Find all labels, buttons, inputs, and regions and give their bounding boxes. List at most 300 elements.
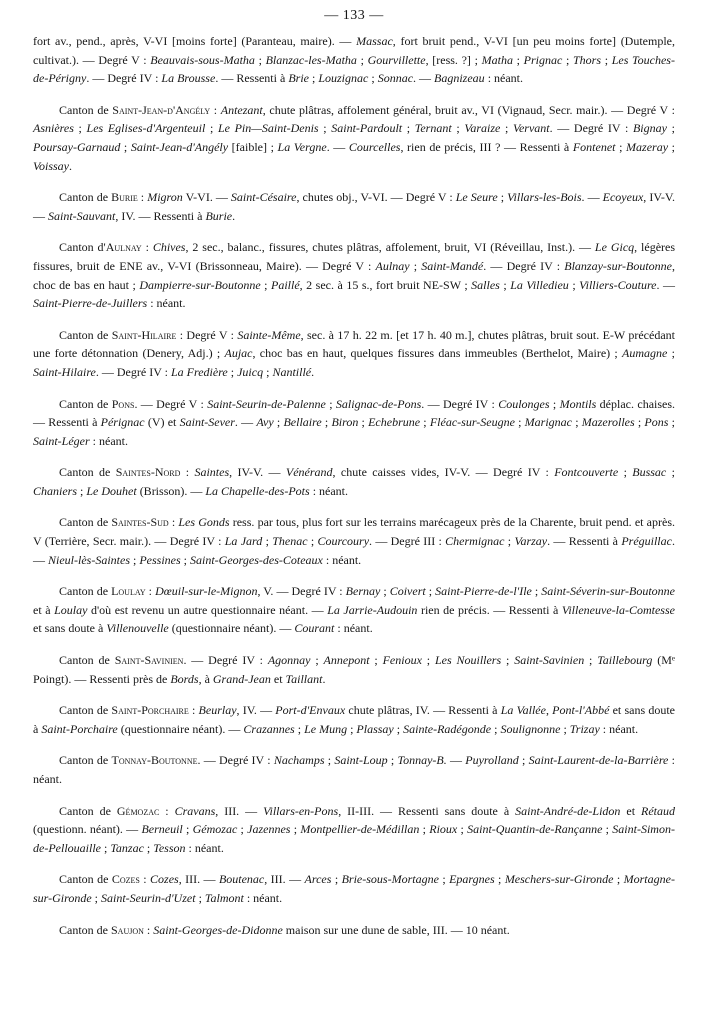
text-run: . — bbox=[656, 277, 676, 292]
canton-name: Pons bbox=[111, 396, 135, 411]
text-run: (Mᵉ Poingt). — Ressenti près de bbox=[33, 653, 675, 686]
text-run: ; bbox=[504, 534, 515, 549]
place-name: Bords bbox=[170, 671, 199, 686]
text-run: ; bbox=[180, 552, 190, 567]
text-run: . — Degré IV : bbox=[549, 121, 633, 136]
place-name: Villeneuve-la-Comtesse bbox=[561, 602, 675, 617]
place-name: La Fredière bbox=[170, 364, 228, 379]
paragraph-aulnay bbox=[33, 238, 675, 312]
place-name: Gémozac bbox=[192, 822, 238, 837]
place-name: Paillé bbox=[271, 277, 300, 292]
place-name: La Vallée bbox=[500, 703, 546, 718]
text-run: , IV-V. — bbox=[229, 465, 286, 480]
text-run: ; bbox=[310, 653, 324, 668]
text-run: ; bbox=[491, 721, 501, 736]
place-name: Saint-Pardoult bbox=[331, 121, 403, 136]
canton-name: Loulay bbox=[111, 584, 146, 599]
text-run: ; bbox=[260, 277, 271, 292]
text-run: . bbox=[232, 208, 236, 223]
place-name: Port-d'Envaux bbox=[275, 703, 346, 718]
place-name: Marignac bbox=[524, 415, 572, 430]
text-run: ; bbox=[368, 71, 378, 86]
text-run: ; bbox=[77, 483, 87, 498]
place-name: Ternant bbox=[414, 121, 452, 136]
text-run: Canton d' bbox=[59, 240, 106, 255]
place-name: Saint-Séverin-sur-Boutonne bbox=[541, 584, 676, 599]
place-name: Agonnay bbox=[267, 653, 311, 668]
place-name: Saint-Césaire bbox=[230, 190, 297, 205]
place-name: Blanzay-sur-Boutonne bbox=[564, 258, 672, 273]
text-run: . — Degré IV : bbox=[197, 753, 274, 768]
text-run: ; bbox=[129, 552, 140, 567]
text-run: — bbox=[446, 753, 466, 768]
place-name: Arces bbox=[304, 872, 332, 887]
paragraph-saint-savinien bbox=[33, 651, 675, 688]
place-name: La Chapelle-des-Pots bbox=[205, 483, 310, 498]
text-run: Canton de bbox=[59, 102, 113, 117]
text-run: ; bbox=[438, 872, 450, 887]
text-run: : néant. bbox=[599, 721, 639, 736]
place-name: Vénérand bbox=[285, 465, 333, 480]
text-run: ; bbox=[666, 121, 675, 136]
text-run: ; bbox=[91, 890, 101, 905]
place-name: Beurlay bbox=[198, 703, 237, 718]
text-run: , chutes obj., V-VI. — Degré V : bbox=[296, 190, 456, 205]
place-name: Nieul-lès-Saintes bbox=[48, 552, 130, 567]
text-run: . — Degré III : bbox=[369, 534, 446, 549]
text-run: : néant. bbox=[334, 621, 373, 636]
place-name: Saint-Léger bbox=[33, 433, 90, 448]
place-name: Chermignac bbox=[445, 534, 505, 549]
place-name: Sonnac bbox=[377, 71, 414, 86]
place-name: Les Eglises-d'Argenteuil bbox=[86, 121, 206, 136]
text-run: ; bbox=[602, 822, 613, 837]
place-name: Aumagne bbox=[622, 346, 668, 361]
place-name: Boutenac bbox=[218, 872, 265, 887]
place-name: Rioux bbox=[429, 822, 458, 837]
text-run: ; bbox=[618, 465, 633, 480]
place-name: Voissay bbox=[33, 158, 69, 173]
text-run: ; bbox=[499, 277, 511, 292]
place-name: Louzignac bbox=[318, 71, 369, 86]
place-name: Soulignonne bbox=[500, 721, 561, 736]
text-run: . — Degré IV : bbox=[483, 258, 565, 273]
paragraph-saint-jean-d-angely bbox=[33, 101, 675, 175]
text-run: . — Ressenti à bbox=[547, 534, 622, 549]
text-run: ; bbox=[318, 121, 332, 136]
text-run: , 2 sec., balanc., fissures, chutes plâtras, affolement, bruit, VI (Réveillau, Inst.). — bbox=[185, 240, 595, 255]
text-run: . — bbox=[326, 139, 349, 154]
place-name: Pessines bbox=[139, 552, 181, 567]
place-name: Prignac bbox=[523, 52, 563, 67]
text-run: : néant. bbox=[322, 552, 362, 567]
canton-name: Saujon bbox=[111, 922, 144, 937]
canton-name: Saint-Hilaire bbox=[111, 327, 177, 342]
text-run: . — Degré IV : bbox=[421, 396, 499, 411]
place-name: Saint-Loup bbox=[334, 753, 388, 768]
place-name: Rétaud bbox=[641, 803, 675, 818]
place-name: Dampierre-sur-Boutonne bbox=[139, 277, 261, 292]
text-run: ; bbox=[518, 753, 529, 768]
place-name: Saint-Quantin-de-Rançanne bbox=[467, 822, 603, 837]
text-run: ; bbox=[347, 721, 357, 736]
place-name: Saint-André-de-Lidon bbox=[515, 803, 621, 818]
text-run: ; bbox=[501, 653, 515, 668]
place-name: Le Pin—Saint-Denis bbox=[217, 121, 319, 136]
text-run: ; bbox=[512, 52, 524, 67]
text-run: ; bbox=[560, 721, 570, 736]
place-name: Fenioux bbox=[382, 653, 422, 668]
place-name: Meschers-sur-Gironde bbox=[504, 872, 614, 887]
place-name: La Villedieu bbox=[510, 277, 569, 292]
paragraph-saint-hilaire bbox=[33, 326, 675, 382]
place-name: Blanzac-les-Matha bbox=[265, 52, 357, 67]
text-run: Canton de bbox=[59, 327, 112, 342]
place-name: Saint-Sauvant bbox=[48, 208, 116, 223]
text-run: Canton de bbox=[59, 584, 112, 599]
text-run: : bbox=[139, 872, 151, 887]
text-run: ; bbox=[668, 415, 675, 430]
text-run: et bbox=[270, 671, 286, 686]
place-name: Varzay bbox=[514, 534, 548, 549]
text-run: d'où est revenu un autre questionnaire néant. — bbox=[87, 602, 328, 617]
place-name: Préguillac bbox=[621, 534, 672, 549]
text-run: Canton de bbox=[59, 753, 112, 768]
text-run: . — bbox=[581, 190, 603, 205]
place-name: Fontenet bbox=[572, 139, 616, 154]
place-name: Les Gonds bbox=[178, 515, 230, 530]
text-run: ; bbox=[601, 52, 612, 67]
text-run: : néant. bbox=[147, 296, 186, 311]
text-run: . — Ressenti à bbox=[215, 71, 289, 86]
text-run: . — bbox=[33, 534, 675, 567]
place-name: Saint-Pierre-de-Juillers bbox=[33, 296, 148, 311]
place-name: Fléac-sur-Seugne bbox=[429, 415, 515, 430]
text-run: . bbox=[322, 671, 326, 686]
canton-name: Aulnay bbox=[105, 240, 142, 255]
text-run: . — bbox=[413, 71, 435, 86]
text-run: [faible] ; bbox=[228, 139, 278, 154]
text-run: , 2 sec. à 15 s., fort bruit NE-SW ; bbox=[299, 277, 472, 292]
place-name: Saintes bbox=[194, 465, 230, 480]
text-run: Canton de bbox=[59, 872, 112, 887]
canton-name: Burie bbox=[111, 190, 138, 205]
place-name: Ecoyeux bbox=[602, 190, 644, 205]
canton-name: Saintes-Nord bbox=[115, 465, 181, 480]
place-name: Nantillé bbox=[272, 364, 312, 379]
text-run: ; bbox=[497, 190, 508, 205]
text-run: ; bbox=[531, 584, 542, 599]
text-run: , III. — bbox=[178, 872, 219, 887]
text-run: ; bbox=[307, 534, 318, 549]
place-name: Le Douhet bbox=[86, 483, 137, 498]
place-name: Taillebourg bbox=[597, 653, 653, 668]
place-name: Pérignac bbox=[100, 415, 145, 430]
place-name: Saint-Georges-des-Coteaux bbox=[190, 552, 323, 567]
text-run: : néant. bbox=[484, 71, 524, 86]
place-name: Les Touches-de-Périgny bbox=[33, 52, 675, 86]
place-name: Villenouvelle bbox=[106, 621, 169, 636]
place-name: Matha bbox=[481, 52, 513, 67]
place-name: Coivert bbox=[389, 584, 426, 599]
text-run: (V) et bbox=[144, 415, 180, 430]
text-run: ; bbox=[402, 121, 415, 136]
text-run: V-VI. — bbox=[182, 190, 231, 205]
text-run: (questionn. néant). — bbox=[33, 822, 142, 837]
place-name: Poursay-Garnaud bbox=[33, 139, 121, 154]
text-run: (Brisson). — bbox=[136, 483, 206, 498]
paragraph-saintes-nord bbox=[33, 463, 675, 500]
canton-name: Cozes bbox=[111, 872, 140, 887]
text-run: . bbox=[69, 158, 72, 173]
place-name: Courcoury bbox=[317, 534, 370, 549]
text-run: et sans doute à bbox=[33, 703, 676, 736]
place-name: Brie bbox=[288, 71, 309, 86]
text-run: ; bbox=[409, 258, 422, 273]
place-name: Avy bbox=[256, 415, 274, 430]
text-run: et sans doute à bbox=[33, 621, 107, 636]
text-run: ; bbox=[182, 822, 193, 837]
text-run: Canton de bbox=[59, 465, 116, 480]
text-run: ; bbox=[331, 872, 342, 887]
text-run: ; bbox=[356, 52, 368, 67]
text-run: ; bbox=[562, 52, 573, 67]
place-name: Biron bbox=[331, 415, 359, 430]
text-run: , V. — Degré IV : bbox=[257, 584, 346, 599]
text-run: ; bbox=[419, 822, 430, 837]
canton-name: Saint-Porchaire bbox=[111, 703, 189, 718]
place-name: Aujac bbox=[224, 346, 253, 361]
place-name: Massac bbox=[356, 34, 393, 48]
page-number: — 133 — bbox=[324, 8, 384, 23]
text-run: , [ress. ?] ; bbox=[425, 52, 482, 67]
place-name: Sainte-Même bbox=[237, 327, 301, 342]
place-name: Thors bbox=[573, 52, 602, 67]
text-run: ; bbox=[425, 584, 436, 599]
text-run: ; bbox=[227, 364, 238, 379]
place-name: Nachamps bbox=[273, 753, 325, 768]
place-name: La Jard bbox=[224, 534, 263, 549]
text-run: , bbox=[545, 703, 553, 718]
place-name: Saint-Simon-de-Pellouaille bbox=[33, 822, 675, 855]
place-name: Villiers-Couture bbox=[579, 277, 657, 292]
place-name: Loulay bbox=[54, 602, 88, 617]
text-run: ; bbox=[387, 753, 398, 768]
text-run: Canton de bbox=[59, 703, 112, 718]
place-name: Talmont bbox=[204, 890, 244, 905]
text-run: ; bbox=[273, 415, 284, 430]
text-run: , III. — bbox=[215, 803, 264, 818]
place-name: Brie-sous-Mortagne bbox=[341, 872, 439, 887]
text-run: : néant. bbox=[33, 753, 675, 786]
text-run: , choc de bas en haut ; bbox=[33, 258, 675, 292]
text-run: rien de précis. — Ressenti à bbox=[417, 602, 562, 617]
text-run: et à bbox=[33, 602, 55, 617]
paragraph-saintes-sud bbox=[33, 513, 675, 569]
text-run: , chute plâtras, affolement général, bruit av., VI (Vignaud, Secr. mair.). — Degré V : bbox=[262, 102, 675, 117]
place-name: Mortagne-sur-Gironde bbox=[33, 872, 675, 905]
text-run: Canton de bbox=[59, 515, 112, 530]
place-name: Juicq bbox=[237, 364, 264, 379]
canton-name: Saintes-Sud bbox=[111, 515, 169, 530]
text-run: , choc bas en haut, quelques fissures dans immeubles (Berthelot, Maire) ; bbox=[252, 346, 623, 361]
text-run: fort av., pend., après, V-VI [moins forte] (Paranteau, maire). — bbox=[33, 34, 357, 48]
paragraph-cozes bbox=[33, 870, 675, 907]
text-run: . bbox=[311, 364, 315, 379]
place-name: Le Gicq bbox=[594, 240, 635, 255]
text-run: ; bbox=[380, 584, 390, 599]
text-run: ; bbox=[451, 121, 465, 136]
paragraph-saint-porchaire bbox=[33, 701, 675, 738]
text-run: ; bbox=[321, 415, 332, 430]
text-run: . — Degré V : bbox=[134, 396, 208, 411]
text-run: Canton de bbox=[59, 653, 115, 668]
text-run: ; bbox=[457, 822, 468, 837]
place-name: Burie bbox=[205, 208, 233, 223]
place-name: Courcelles bbox=[348, 139, 401, 154]
text-run: ; bbox=[514, 415, 525, 430]
text-run: ; bbox=[369, 653, 383, 668]
place-name: Tesson bbox=[153, 840, 186, 855]
text-run: : néant. bbox=[243, 890, 283, 905]
text-run: : bbox=[145, 584, 156, 599]
text-run: : bbox=[141, 240, 153, 255]
place-name: Saint-Mandé bbox=[421, 258, 484, 273]
place-name: Puyrolland bbox=[465, 753, 519, 768]
place-name: Berneuil bbox=[141, 822, 183, 837]
place-name: Salignac-de-Pons bbox=[335, 396, 422, 411]
text-run: ; bbox=[584, 653, 598, 668]
text-run: ; bbox=[73, 121, 87, 136]
paragraph-loulay bbox=[33, 582, 675, 638]
place-name: Le Seure bbox=[455, 190, 498, 205]
text-run: : bbox=[159, 803, 175, 818]
place-name: Epargnes bbox=[449, 872, 495, 887]
text-run: , à bbox=[198, 671, 213, 686]
text-run: ; bbox=[143, 840, 154, 855]
text-run: , IV. — Ressenti à bbox=[115, 208, 206, 223]
place-name: Aulnay bbox=[375, 258, 410, 273]
place-name: Saint-Jean-d'Angély bbox=[130, 139, 229, 154]
text-run: ; bbox=[500, 121, 513, 136]
text-run: déplac. chaises. — Ressenti à bbox=[33, 396, 676, 430]
text-run: ; bbox=[195, 890, 205, 905]
text-run: ress. par tous, plus fort sur les terrains marécageux près de la Charente, bruit pend. et après. V (Terrière, Secr. mair.). — Degré IV : bbox=[33, 515, 675, 549]
place-name: Bussac bbox=[632, 465, 667, 480]
place-name: Crazannes bbox=[243, 721, 295, 736]
text-run: ; bbox=[568, 277, 580, 292]
place-name: Tonnay-B. bbox=[397, 753, 447, 768]
place-name: Saint-Seurin-de-Palenne bbox=[207, 396, 326, 411]
place-name: Jazennes bbox=[247, 822, 291, 837]
place-name: Chives bbox=[152, 240, 186, 255]
text-run: ; bbox=[325, 396, 336, 411]
canton-name: Gémozac bbox=[116, 803, 160, 818]
text-run: Canton de bbox=[59, 190, 112, 205]
place-name: Pons bbox=[644, 415, 669, 430]
text-run: ; bbox=[420, 415, 430, 430]
text-run: . — Degré IV : bbox=[86, 71, 162, 86]
paragraph-burie bbox=[33, 188, 675, 225]
text-run: (questionnaire néant). — bbox=[117, 721, 244, 736]
place-name: Tanzac bbox=[110, 840, 144, 855]
text-run: (questionnaire néant). — bbox=[168, 621, 295, 636]
place-name: Bellaire bbox=[283, 415, 322, 430]
place-name: Saint-Hilaire bbox=[33, 364, 96, 379]
place-name: Echebrune bbox=[368, 415, 421, 430]
text-run: , IV. — bbox=[236, 703, 276, 718]
place-name: Antezant bbox=[220, 102, 263, 117]
text-run: ; bbox=[494, 872, 505, 887]
place-name: Dœuil-sur-le-Mignon bbox=[155, 584, 258, 599]
text-run: , fort bruit pend., V-VI [un peu moins forte] (Dutemple, cultivat.). — Degré V : bbox=[33, 34, 676, 67]
text-run: : bbox=[188, 703, 199, 718]
place-name: Pont-l'Abbé bbox=[552, 703, 610, 718]
text-run: : néant. bbox=[309, 483, 349, 498]
place-name: Le Mung bbox=[304, 721, 348, 736]
place-name: Mazeray bbox=[626, 139, 669, 154]
place-name: Bernay bbox=[345, 584, 381, 599]
text-run: ; bbox=[615, 139, 627, 154]
text-run: ; bbox=[205, 121, 218, 136]
place-name: Saint-Porchaire bbox=[41, 721, 118, 736]
text-run: ; bbox=[324, 753, 335, 768]
text-run: , sec. à 17 h. 22 m. [et 17 h. 40 m.], chutes plâtras, bruit sout. E-W précédant une forte détonnation (Denery, Adj.) ; bbox=[33, 327, 675, 361]
place-name: Trizay bbox=[569, 721, 600, 736]
canton-name: Tonnay-Boutonne bbox=[111, 753, 198, 768]
text-run: , II-III. — Ressenti sans doute à bbox=[338, 803, 516, 818]
place-name: Taillant bbox=[285, 671, 323, 686]
text-run: ; bbox=[262, 534, 273, 549]
place-name: Varaize bbox=[464, 121, 501, 136]
text-run: . — Degré IV : bbox=[183, 653, 268, 668]
place-name: Coulonges bbox=[498, 396, 550, 411]
text-run: ; bbox=[421, 653, 435, 668]
text-run: ; bbox=[668, 139, 675, 154]
text-run: : bbox=[168, 515, 179, 530]
text-run: , III. — bbox=[264, 872, 305, 887]
text-run: ; bbox=[290, 822, 301, 837]
place-name: Montpellier-de-Médillan bbox=[300, 822, 420, 837]
text-run: ; bbox=[237, 822, 248, 837]
place-name: Les Nouillers bbox=[434, 653, 502, 668]
place-name: La Jarrie-Audouin bbox=[327, 602, 418, 617]
place-name: Saint-Georges-de-Didonne bbox=[153, 922, 283, 937]
place-name: Fontcouverte bbox=[554, 465, 619, 480]
place-name: Villars-en-Pons bbox=[263, 803, 339, 818]
text-run: maison sur une dune de sable, III. — 10 néant. bbox=[282, 922, 510, 937]
text-run: ; bbox=[634, 415, 645, 430]
place-name: Saint-Laurent-de-la-Barrière bbox=[528, 753, 669, 768]
text-run: , chute caisses vides, IV-V. — Degré IV : bbox=[332, 465, 555, 480]
paragraph-saujon bbox=[33, 921, 675, 940]
text-run: : Degré V : bbox=[176, 327, 238, 342]
text-run: ; bbox=[308, 71, 319, 86]
place-name: Mazerolles bbox=[581, 415, 635, 430]
text-run: et bbox=[620, 803, 641, 818]
place-name: Bagnizeau bbox=[434, 71, 485, 86]
place-name: Annepont bbox=[323, 653, 370, 668]
place-name: Migron bbox=[147, 190, 183, 205]
text-run: : bbox=[210, 102, 221, 117]
text-run: chute plâtras, IV. — Ressenti à bbox=[345, 703, 501, 718]
place-name: Saint-Pierre-de-l'Ile bbox=[435, 584, 532, 599]
paragraph-pons bbox=[33, 395, 675, 451]
text-run: Canton de bbox=[59, 922, 111, 937]
place-name: Villars-les-Bois bbox=[507, 190, 582, 205]
text-run: ; bbox=[100, 840, 111, 855]
place-name: Saint-Sever bbox=[179, 415, 235, 430]
